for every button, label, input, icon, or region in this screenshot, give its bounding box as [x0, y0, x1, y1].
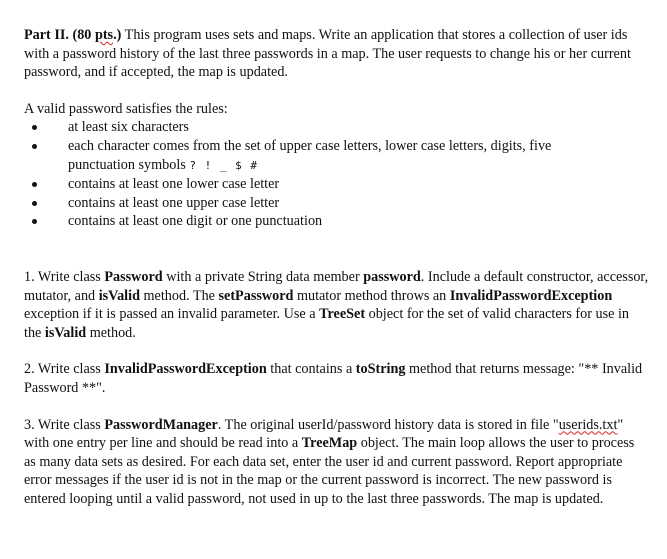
- task-1: 1. Write class Password with a private String data member password. Include a default constructor, accessor, mutator, and isValid method. The setPassword mutator method throws an InvalidPasswordException exception if it is passed an invalid parameter. Use a TreeSet object for the set of valid characters for use in the isValid method.: [24, 268, 649, 341]
- task-3: 3. Write class PasswordManager. The original userId/password history data is stored in file "userids.txt" with one entry per line and should be read into a TreeMap object. The main loop allows the user to process as many data sets as desired. For each data set, enter the user id and current password. Report appropriate error messages if the user id is not in the map or the current password is incorrect. The new password is entered looping until a valid password, not used in up to the last three passwords. The map is updated.: [24, 416, 635, 507]
- part-intro: [24, 26, 649, 82]
- rule-item: contains at least one digit or one punctuation: [24, 212, 649, 231]
- part-intro-text: This program uses sets and maps. Write an application that stores a collection of user ids with a password history of the last three passwords in a map. The user requests to change his or her current password, and if accepted, the map is updated.: [24, 27, 631, 81]
- rule-item: contains at least one upper case letter: [24, 194, 649, 213]
- userids-spellcheck-word: userids.txt: [558, 416, 618, 433]
- rules-list: [24, 118, 649, 231]
- part-heading: Part II.: [24, 27, 69, 43]
- rule-item: at least six characters: [24, 118, 649, 137]
- punct-symbols: ? ! _ $ #: [189, 158, 258, 172]
- rule-item: each character comes from the set of upper case letters, lower case letters, digits, five punctuation symbols ? ! _ $ #: [24, 137, 649, 175]
- punct-label: punctuation symbols: [68, 156, 186, 173]
- part-points: (80 pts.): [72, 27, 122, 43]
- pts-spellcheck-word: pts: [94, 27, 114, 43]
- rules-heading: A valid password satisfies the rules:: [24, 100, 228, 117]
- task-2: 2. Write class InvalidPasswordException that contains a toString method that returns message: "** Invalid Password **".: [24, 361, 643, 396]
- rule-item: contains at least one lower case letter: [24, 175, 649, 194]
